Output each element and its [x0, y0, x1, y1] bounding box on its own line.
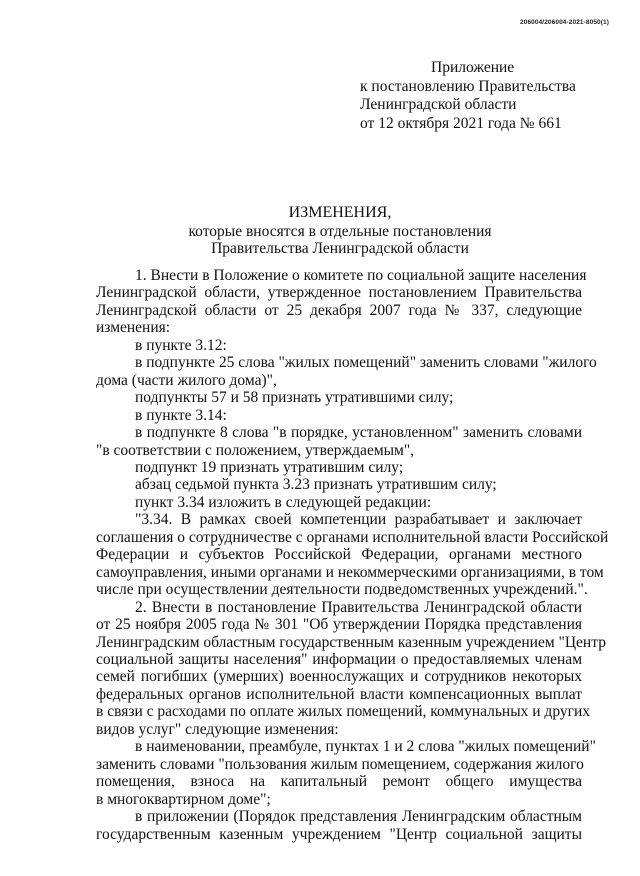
document-body [96, 267, 609, 843]
document-id: 206004/206004-2021-8050(1) [520, 19, 609, 26]
body-line: федеральных органов исполнительной власти компенсационных выплат [96, 685, 582, 703]
body-line: заменить словами "пользования жилым помещением, содержания жилого [96, 755, 584, 773]
appendix-line: от 12 октября 2021 года № 661 [360, 114, 562, 132]
body-line: Ленинградским областным государственным казенным учреждением "Центр [96, 633, 606, 651]
appendix-line: Ленинградской области [360, 96, 517, 113]
body-line: Ленинградской области, утвержденное постановлением Правительства [96, 284, 582, 302]
body-line: числе при осуществлении деятельности подведомственных учреждений.". [96, 581, 588, 599]
body-line: семей погибших (умерших) военнослужащих и сотрудников некоторых [96, 668, 582, 686]
body-line: видов услуг" следующие изменения: [96, 720, 339, 738]
body-line: 2. Внести в постановление Правительства Ленинградской области [135, 598, 582, 616]
appendix-block [360, 59, 576, 133]
body-line: подпункт 19 признать утратившим силу; [135, 458, 404, 476]
appendix-line: к постановлению Правительства [360, 77, 576, 95]
body-line: самоуправления, иными органами и некоммерческими организациями, в том [96, 563, 604, 581]
appendix-line: Приложение [431, 59, 515, 76]
heading-line: Правительства Ленинградской области [211, 240, 469, 257]
body-line: государственным казенным учреждением "Центр социальной защиты [96, 825, 582, 843]
document-heading [0, 204, 640, 258]
body-line: в многоквартирном доме"; [96, 790, 271, 808]
body-line: в подпункте 25 слова "жилых помещений" заменить словами "жилого [135, 354, 597, 372]
body-line: соглашения о сотрудничестве с органами исполнительной власти Российской [96, 528, 609, 546]
body-line: пункт 3.34 изложить в следующей редакции: [135, 493, 432, 511]
body-line: дома (части жилого дома)", [96, 371, 277, 389]
body-line: в пункте 3.14: [135, 406, 227, 424]
body-line: абзац седьмой пункта 3.23 признать утратившим силу; [135, 476, 497, 494]
document-title: ИЗМЕНЕНИЯ, [288, 204, 392, 221]
body-line: помещения, взноса на капитальный ремонт общего имущества [96, 773, 582, 791]
body-line: в подпункте 8 слова "в порядке, установленном" заменить словами [135, 424, 582, 442]
body-line: социальной защиты населения" информации о предоставляемых членам [96, 650, 582, 668]
body-line: в связи с расходами по оплате жилых помещений, коммунальных и других [96, 703, 591, 721]
body-line: подпункты 57 и 58 признать утратившими силу; [135, 389, 454, 407]
heading-line: которые вносятся в отдельные постановления [188, 222, 492, 240]
body-line: 1. Внести в Положение о комитете по социальной защите населения [135, 267, 587, 284]
body-line: Ленинградской области от 25 декабря 2007 года № 337, следующие [96, 301, 582, 319]
body-line: от 25 ноября 2005 года № 301 "Об утверждении Порядка представления [96, 616, 582, 634]
body-line: Федерации и субъектов Российской Федерации, органами местного [96, 546, 582, 564]
body-line: в пункте 3.12: [135, 336, 227, 354]
body-line: изменения: [96, 319, 171, 337]
body-line: в наименовании, преамбуле, пунктах 1 и 2 слова "жилых помещений" [135, 738, 596, 756]
body-line: "3.34. В рамках своей компетенции разрабатывает и заключает [135, 511, 582, 529]
body-line: "в соответствии с положением, утверждаемым", [96, 441, 415, 459]
body-line: в приложении (Порядок представления Ленинградским областным [135, 808, 582, 826]
